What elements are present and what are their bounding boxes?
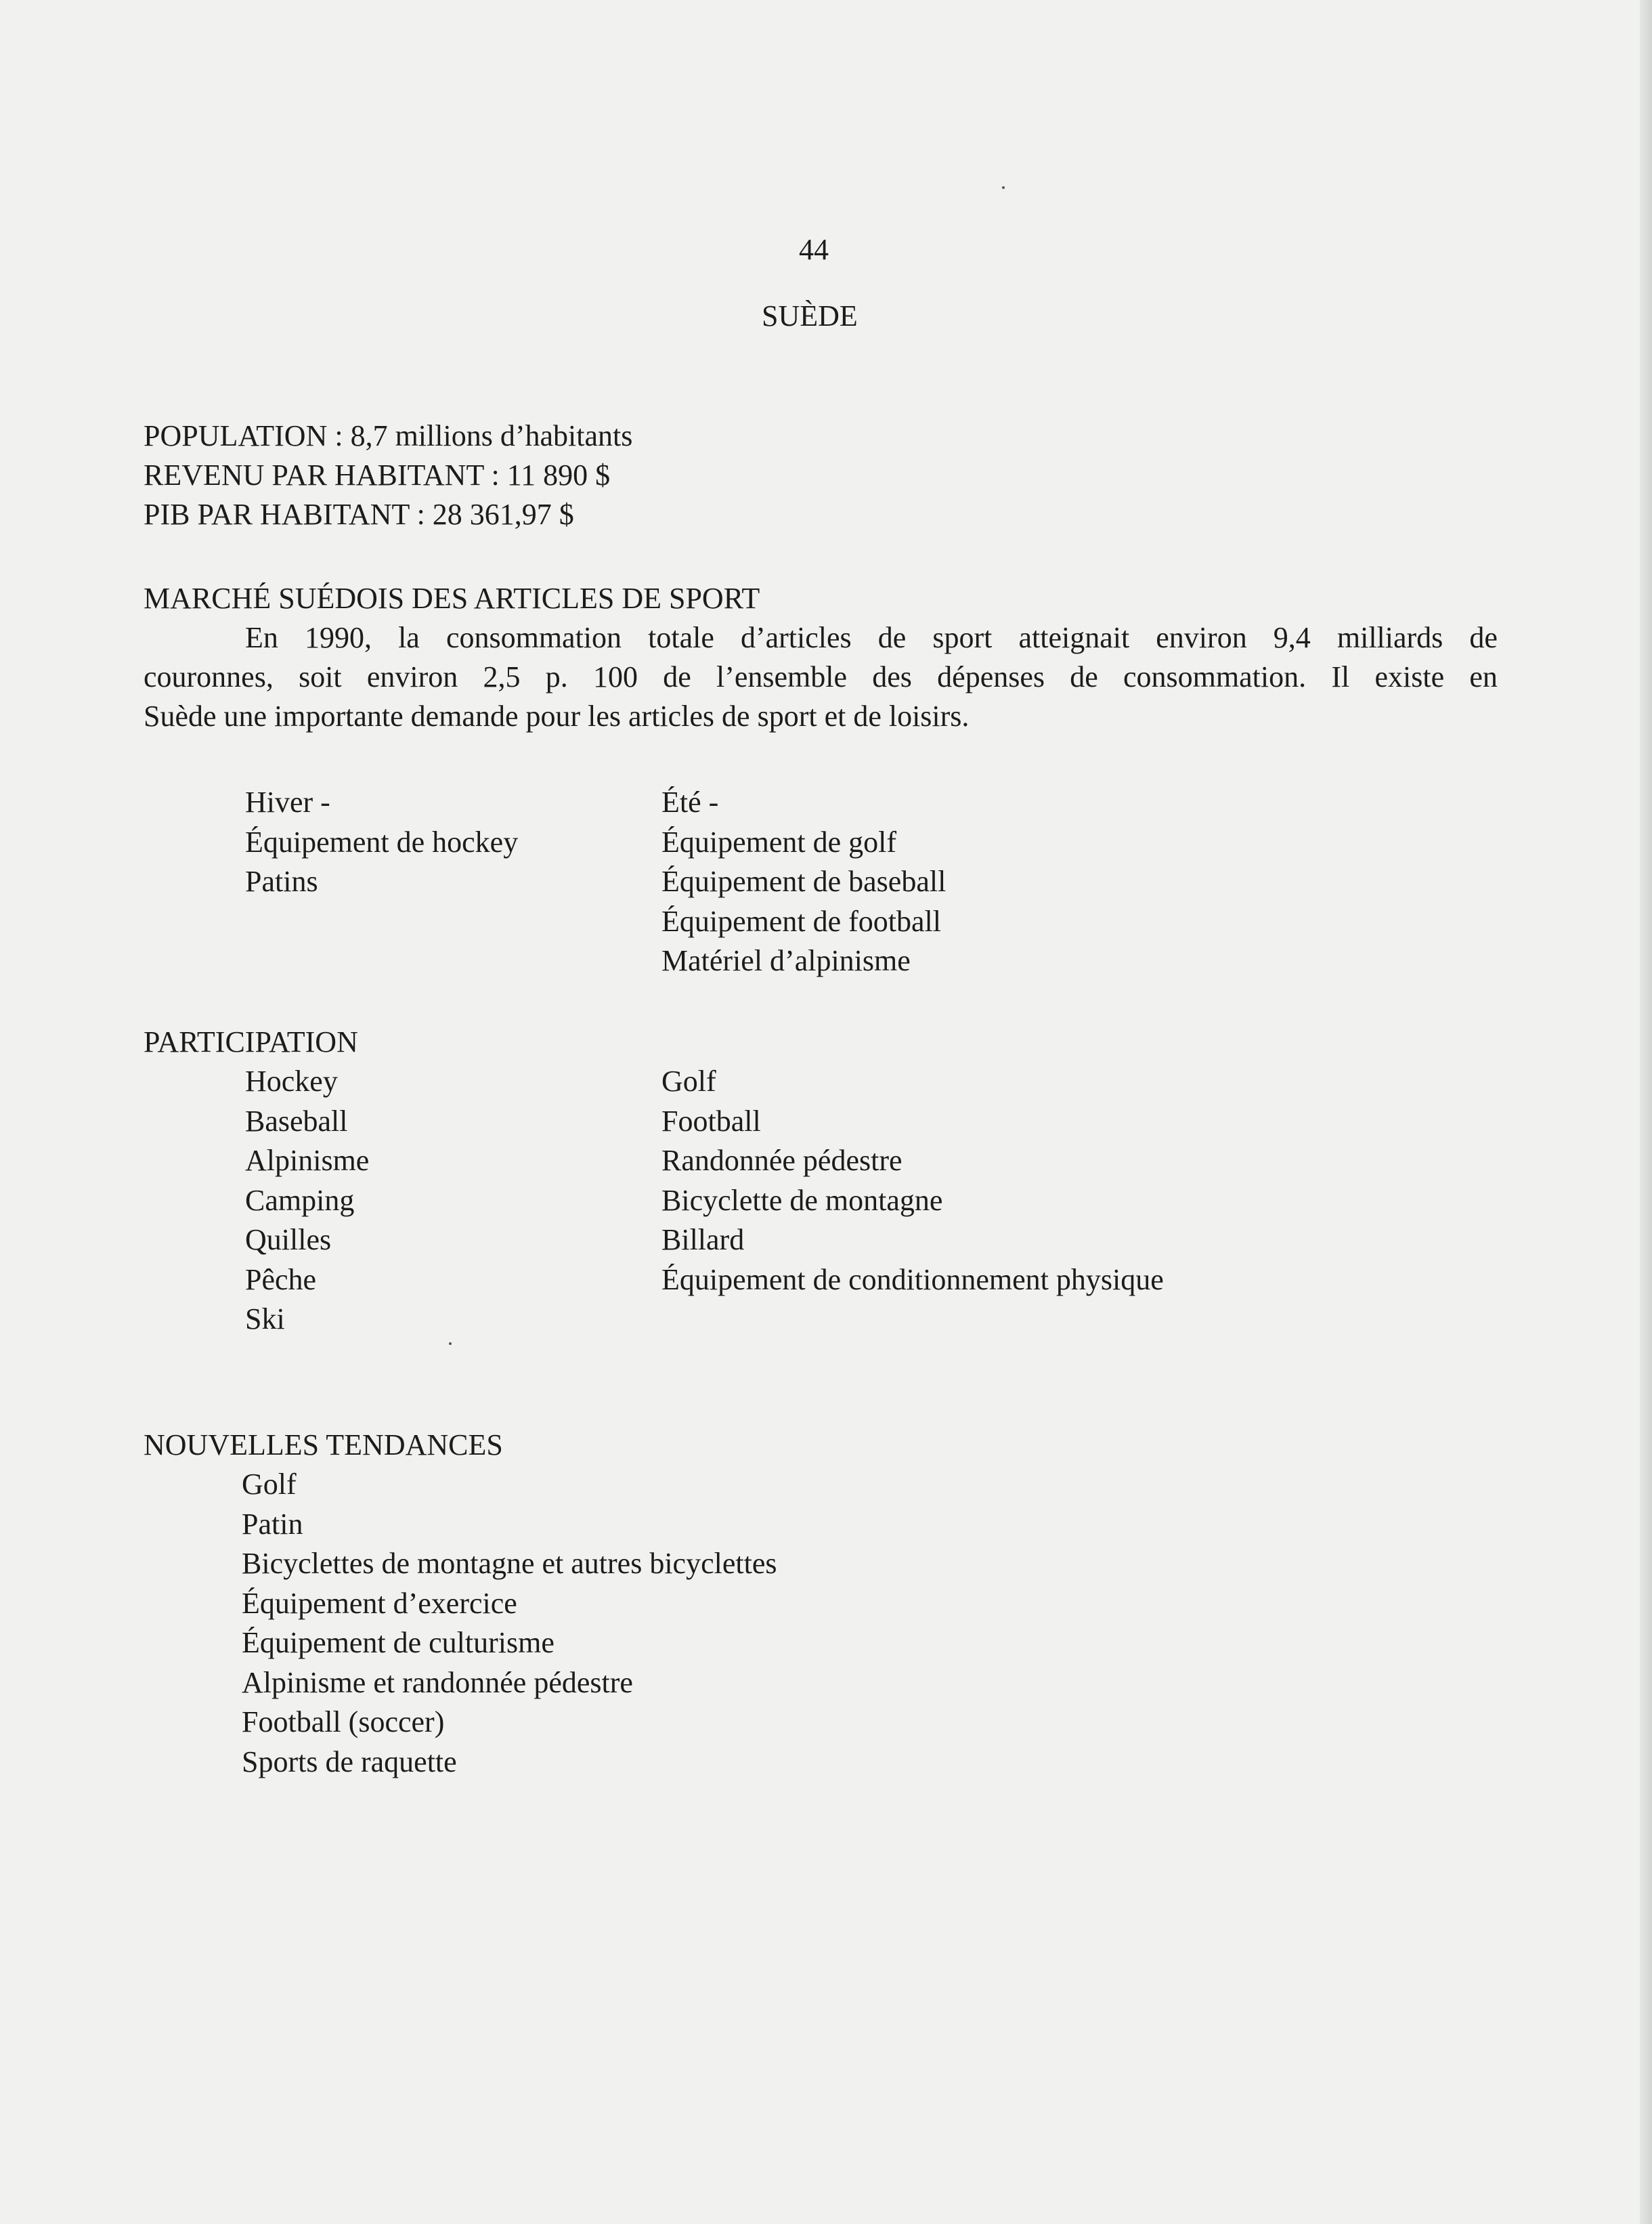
- participation-right-column: [661, 1062, 1164, 1300]
- list-item: Golf: [661, 1065, 716, 1098]
- paragraph-word: Il: [1331, 660, 1350, 693]
- list-item: Quilles: [245, 1223, 332, 1256]
- list-item: Bicyclette de montagne: [661, 1183, 943, 1217]
- country-stats: [144, 416, 632, 534]
- list-item: Football (soccer): [242, 1705, 445, 1738]
- summer-label: Été -: [661, 786, 719, 819]
- paragraph-word: 1990,: [304, 621, 372, 654]
- participation-heading: PARTICIPATION: [144, 1025, 358, 1058]
- income-per-capita-stat: REVENU PAR HABITANT : 11 890 $: [144, 458, 611, 492]
- list-item: Patin: [242, 1507, 303, 1541]
- page-number: 44: [799, 233, 829, 266]
- list-item: Baseball: [245, 1104, 348, 1138]
- list-item: Patins: [245, 865, 318, 898]
- list-item: Équipement de football: [661, 904, 941, 938]
- paragraph-word: environ: [366, 660, 458, 693]
- list-item: Équipement d’exercice: [242, 1586, 517, 1620]
- paragraph-word: des: [872, 660, 912, 693]
- paragraph-word: consommation.: [1123, 660, 1307, 693]
- paragraph-word: d’articles: [740, 621, 852, 654]
- list-item: Sports de raquette: [242, 1745, 457, 1778]
- paragraph-line-3: Suède une importante demande pour les articles de sport et de loisirs.: [144, 700, 970, 733]
- scan-speck: [449, 1342, 452, 1345]
- paragraph-line-1: [144, 618, 1498, 658]
- list-item: Pêche: [245, 1262, 317, 1296]
- paragraph-word: la: [398, 621, 420, 654]
- scan-speck: [1002, 186, 1005, 189]
- trends-heading: NOUVELLES TENDANCES: [144, 1428, 503, 1461]
- paragraph-word: soit: [299, 660, 342, 693]
- list-item: Équipement de baseball: [661, 865, 947, 898]
- paragraph-word: sport: [932, 621, 993, 654]
- market-heading: MARCHÉ SUÉDOIS DES ARTICLES DE SPORT: [144, 582, 760, 615]
- paragraph-word: totale: [648, 621, 714, 654]
- list-item: Camping: [245, 1183, 355, 1217]
- list-item: Ski: [245, 1302, 285, 1335]
- list-item: Randonnée pédestre: [661, 1144, 903, 1177]
- paragraph-line-2-words: [144, 658, 1498, 697]
- paragraph-word: En: [245, 621, 278, 654]
- page-edge-shadow: [1640, 0, 1652, 2224]
- paragraph-word: existe: [1374, 660, 1445, 693]
- summer-column: [661, 783, 946, 981]
- list-item: Équipement de golf: [661, 825, 897, 859]
- paragraph-line-1-words: [245, 618, 1498, 658]
- paragraph-word: de: [1070, 660, 1098, 693]
- population-stat: POPULATION : 8,7 millions d’habitants: [144, 419, 633, 452]
- paragraph-word: dépenses: [937, 660, 1045, 693]
- paragraph-word: de: [663, 660, 691, 693]
- paragraph-word: 100: [593, 660, 638, 693]
- paragraph-word: consommation: [445, 621, 622, 654]
- participation-left-column: [245, 1062, 369, 1340]
- paragraph-line-2: [144, 658, 1498, 697]
- trends-list: [242, 1465, 777, 1782]
- paragraph-word: p.: [545, 660, 568, 693]
- list-item: Billard: [661, 1223, 745, 1256]
- list-item: Bicyclettes de montagne et autres bicyclettes: [242, 1547, 777, 1580]
- paragraph-word: de: [1469, 621, 1498, 654]
- winter-column: [245, 783, 518, 902]
- paragraph-word: en: [1469, 660, 1498, 693]
- paragraph-word: 9,4: [1273, 621, 1311, 654]
- list-item: Équipement de culturisme: [242, 1626, 555, 1659]
- list-item: Matériel d’alpinisme: [661, 944, 911, 977]
- country-title: SUÈDE: [762, 299, 858, 333]
- winter-label: Hiver -: [245, 786, 330, 819]
- list-item: Alpinisme et randonnée pédestre: [242, 1665, 633, 1699]
- list-item: Football: [661, 1104, 761, 1138]
- paragraph-word: l’ensemble: [716, 660, 848, 693]
- list-item: Équipement de hockey: [245, 825, 519, 859]
- list-item: Alpinisme: [245, 1144, 370, 1177]
- paragraph-word: 2,5: [483, 660, 521, 693]
- paragraph-word: couronnes,: [144, 660, 274, 693]
- paragraph-word: de: [877, 621, 907, 654]
- gdp-per-capita-stat: PIB PAR HABITANT : 28 361,97 $: [144, 498, 574, 531]
- list-item: Équipement de conditionnement physique: [661, 1262, 1164, 1296]
- market-paragraph: [144, 618, 1498, 736]
- paragraph-word: environ: [1156, 621, 1247, 654]
- list-item: Golf: [242, 1468, 297, 1501]
- paragraph-word: atteignait: [1018, 621, 1130, 654]
- paragraph-word: milliards: [1336, 621, 1443, 654]
- list-item: Hockey: [245, 1065, 338, 1098]
